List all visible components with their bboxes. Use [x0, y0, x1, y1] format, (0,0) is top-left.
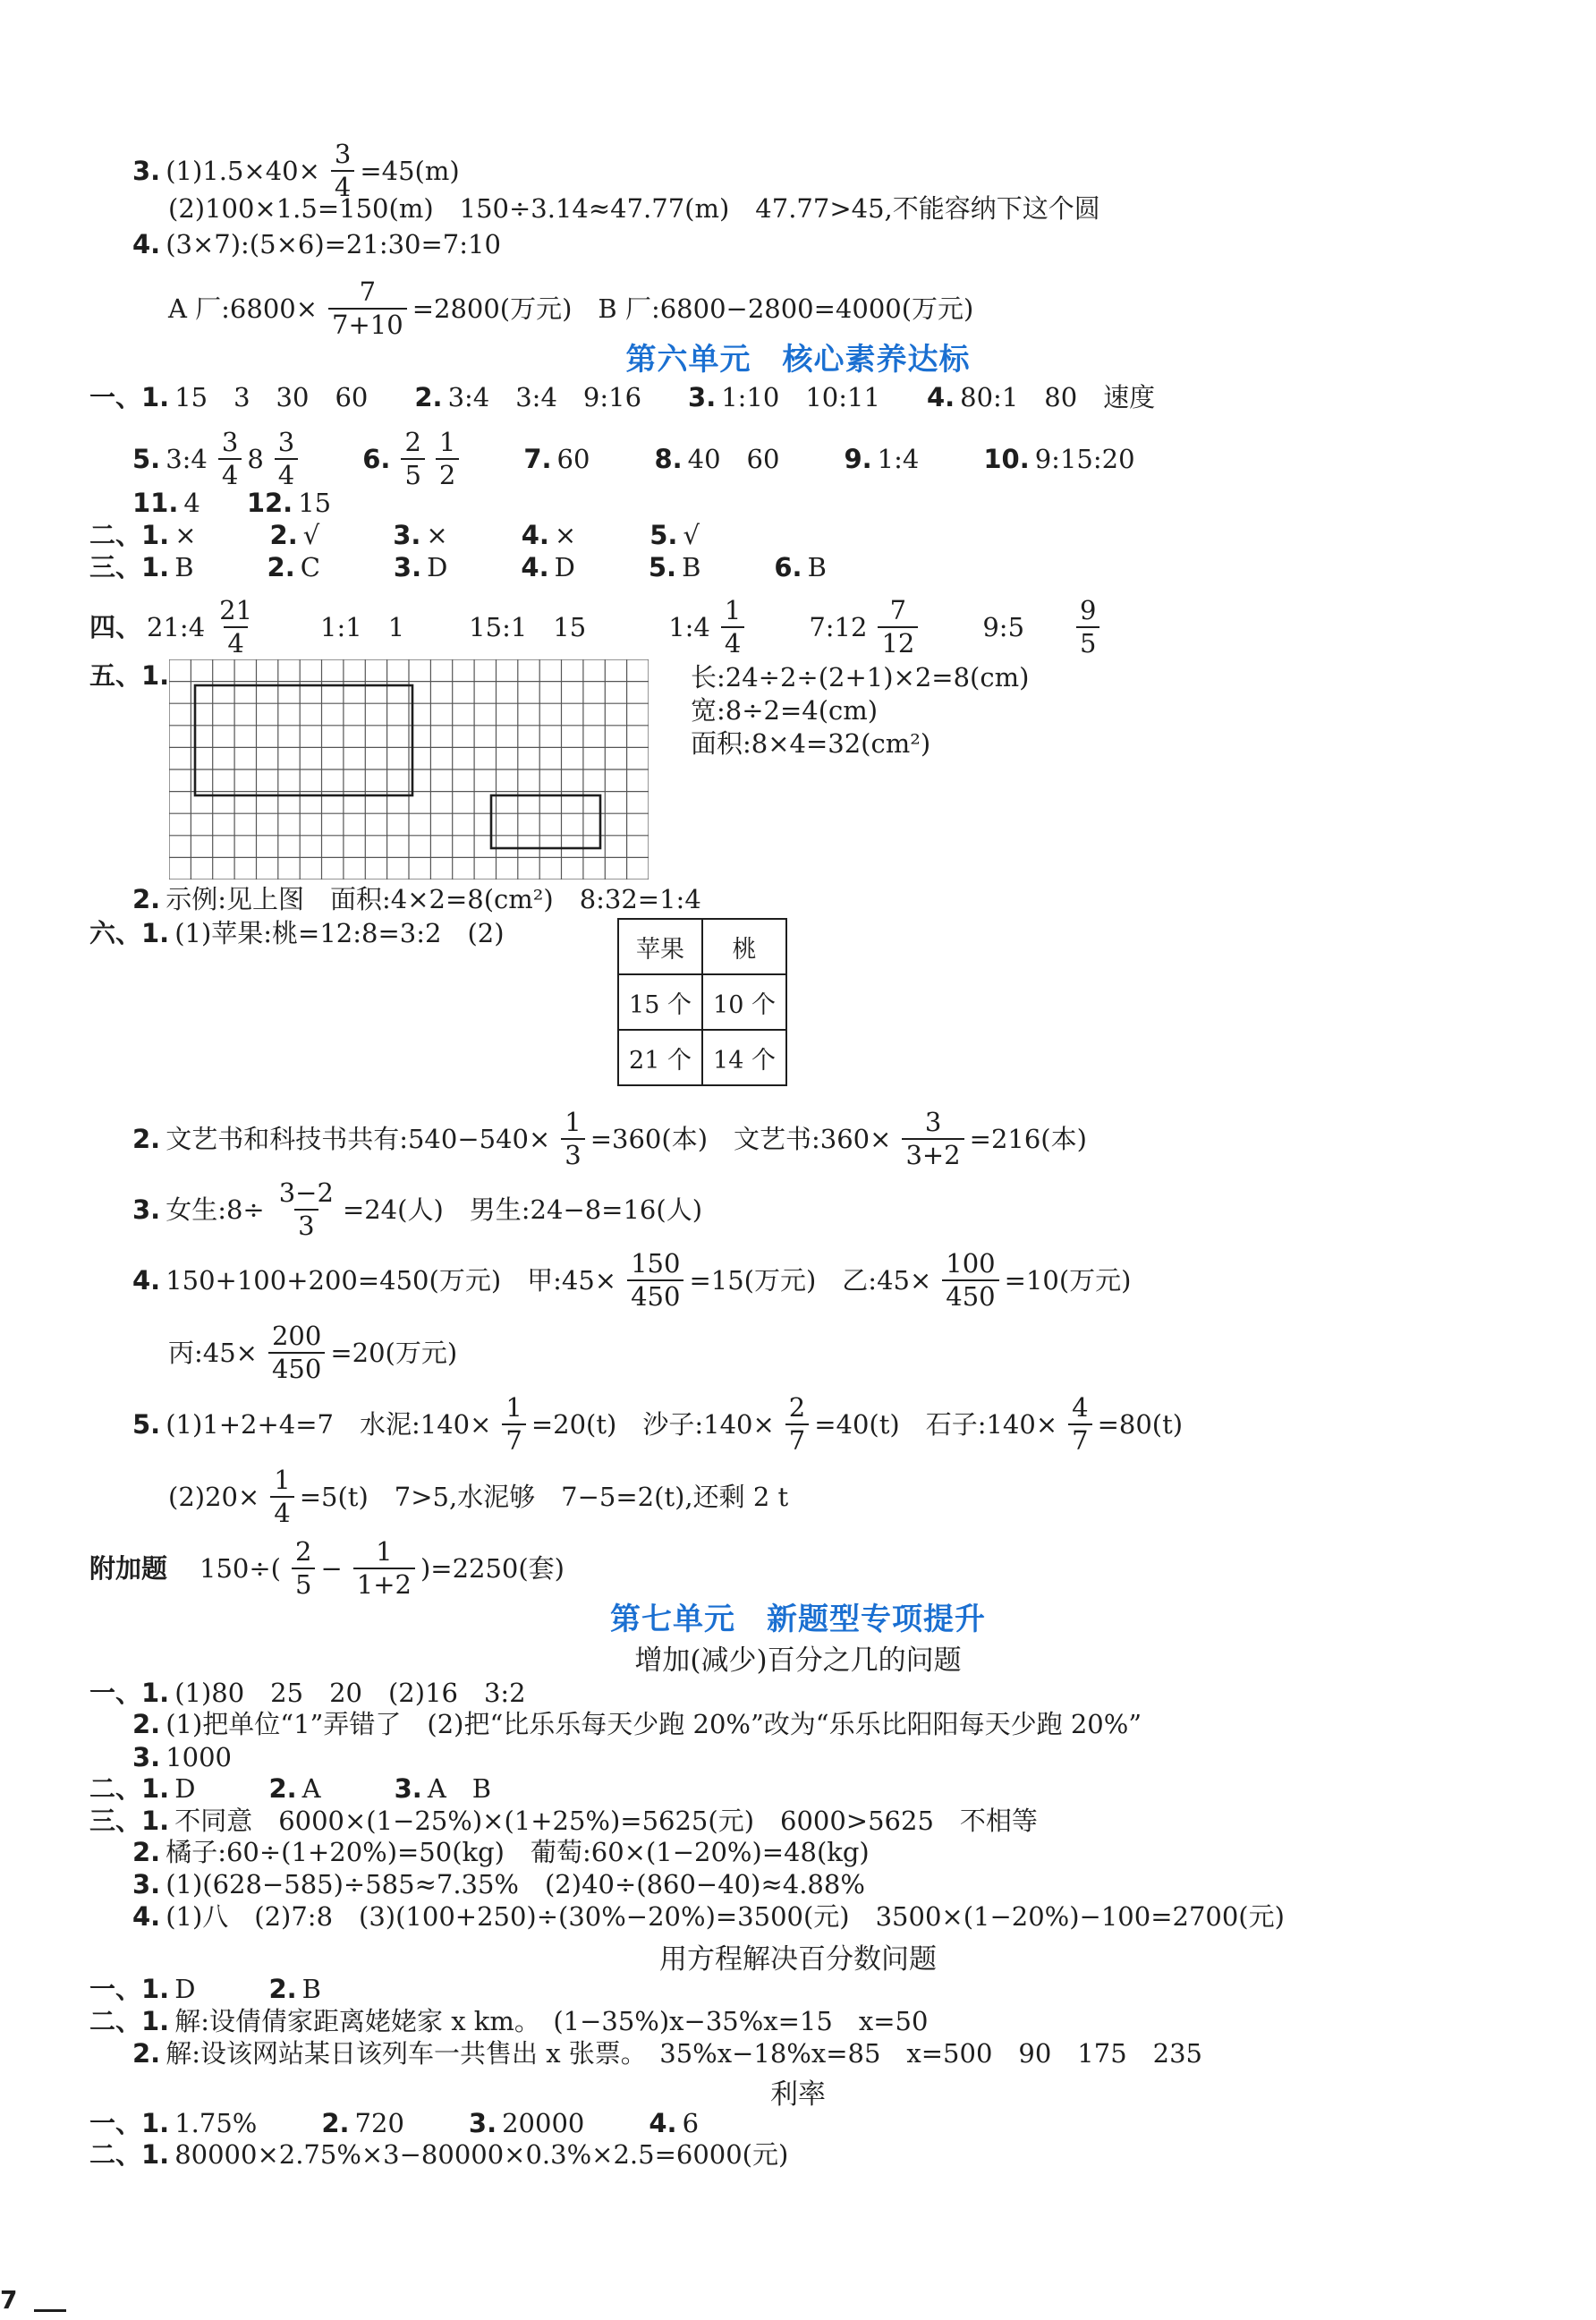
- question-number: 4.: [132, 229, 161, 259]
- answer-line: 一、1. (1)80 25 20 (2)16 3:2: [89, 1678, 526, 1708]
- answer-text: (2)100×1.5=150(m) 150÷3.14≈47.77(m) 47.77>45,不能容纳下这个圆: [168, 193, 1100, 224]
- answer-line: 一、1. 1.75% 2. 720 3. 20000 4. 6: [89, 2108, 700, 2138]
- answer-line: 3. (1)(628−585)÷585≈7.35% (2)40÷(860−40)≈4.88%: [132, 1869, 865, 1899]
- answer-text: =45(m): [360, 156, 460, 186]
- answer-line: 三、1. B 2. C 3. D 4. D 5. B 6. B: [89, 552, 827, 582]
- answer-line: 2. 橘子:60÷(1+20%)=50(kg) 葡萄:60×(1−20%)=48(kg): [132, 1837, 870, 1867]
- answer-line: 五、1.: [89, 660, 170, 691]
- answer-line: 三、1. 不同意 6000×(1−25%)×(1+25%)=5625(元) 6000>5625 不相等: [89, 1806, 1038, 1836]
- answer-text: A 厂:6800×: [168, 293, 318, 324]
- subsection-title: 利率: [770, 2078, 826, 2111]
- ratio-table: 苹果 桃 15 个 10 个 21 个 14 个: [617, 918, 787, 1086]
- answer-line: 二、1. 解:设倩倩家距离姥姥家 x km。 (1−35%)x−35%x=15 x=50: [89, 2006, 929, 2036]
- answer-line: 面积:8×4=32(cm²): [691, 728, 931, 759]
- answer-line: 2. 文艺书和科技书共有:540−540× $\frac{1}{3}$ =360(本) 文艺书:360× $\frac{3}{3+2}$ =216(本): [132, 1107, 1087, 1170]
- answer-line: 二、1. D 2. A 3. A B: [89, 1773, 492, 1804]
- answer-line: 一、1. 15 3 30 60 2. 3:4 3:4 9:16 3. 1:10 10:11 4. 80:1 80 速度: [89, 382, 1156, 412]
- answer-line: 3. 1000: [132, 1742, 233, 1772]
- section-title: 第七单元 新题型专项提升: [610, 1602, 986, 1637]
- answer-line: 3. 女生:8÷ $\frac{3-2}{3}$ =24(人) 男生:24−8=16(人): [132, 1177, 703, 1241]
- answer-line: 宽:8÷2=4(cm): [691, 695, 879, 726]
- answer-line: 丙:45× $\frac{200}{450}$ =20(万元): [168, 1321, 458, 1384]
- answer-text: (1)1.5×40×: [166, 156, 320, 186]
- answer-line: 四、 21:4 21 4 1:1 1 15:1 15 1:4 1 4 7:12 7 12 9:5 9 5: [89, 598, 1105, 657]
- answer-line: [132, 226, 506, 262]
- answer-line: 2. (1)把单位“1”弄错了 (2)把“比乐乐每天少跑 20%”改为“乐乐比阳阳每天少跑 20%”: [132, 1709, 1142, 1739]
- grid-figure: [169, 659, 649, 880]
- small-rectangle: [491, 795, 600, 848]
- answer-line: 4. (1)八 (2)7:8 (3)(100+250)÷(30%−20%)=3500(元) 3500×(1−20%)−100=2700(元): [132, 1901, 1285, 1932]
- subsection-title: 用方程解决百分数问题: [659, 1943, 937, 1976]
- answer-line: 5. (1)1+2+4=7 水泥:140× $\frac{1}{7}$ =20(t) 沙子:140× $\frac{2}{7}$ =40(t) 石子:140× $\frac{4}{7}$ =80(t): [132, 1392, 1184, 1456]
- section-title: 第六单元 核心素养达标: [625, 342, 971, 378]
- answer-line: [168, 191, 1106, 226]
- answer-text: (3×7):(5×6)=21:30=7:10: [166, 229, 501, 259]
- large-rectangle: [195, 685, 412, 795]
- answer-line: [168, 276, 979, 340]
- answer-line: 二、1. 80000×2.75%×3−80000×0.3%×2.5=6000(元): [89, 2139, 789, 2170]
- answer-line: 二、1. × 2. √ 3. × 4. × 5. √: [89, 520, 700, 550]
- answer-line: 4. 150+100+200=450(万元) 甲:45× $\frac{150}{450}$ =15(万元) 乙:45× $\frac{100}{450}$ =10(万元): [132, 1248, 1132, 1312]
- answer-line: 附加题 150÷( 2 5 − $\frac{1}{1+2}$ )=2250(套): [89, 1536, 565, 1600]
- answer-line: 长:24÷2÷(2+1)×2=8(cm): [691, 662, 1030, 693]
- subsection-title: 增加(减少)百分之几的问题: [634, 1644, 962, 1677]
- answer-line: 2. 示例:见上图 面积:4×2=8(cm²) 8:32=1:4: [132, 884, 701, 914]
- fraction: $\frac{3}{4}$: [331, 141, 354, 200]
- page-mark-rule: [34, 2309, 66, 2312]
- answer-text: =2800(万元) B 厂:6800−2800=4000(万元): [412, 293, 974, 324]
- answer-line: 11. 4 12. 15: [132, 488, 332, 518]
- answer-line: 六、1. (1)苹果:桃=12:8=3:2 (2): [89, 918, 505, 948]
- answer-line: 5. 3:4 3 4 8 3 4 6. 2 5 1 2 7. 60 8. 40 60 9. 1:4 10. 9:15:20: [132, 427, 1135, 490]
- question-number: 3.: [132, 156, 161, 186]
- answer-line: 一、1. D 2. B: [89, 1974, 321, 2004]
- fraction: $\frac{7}{7+10}$: [328, 279, 407, 338]
- answer-line: (2)20× $\frac{1}{4}$ =5(t) 7>5,水泥够 7−5=2(t),还剩 2 t: [168, 1465, 789, 1528]
- answer-line: 2. 解:设该网站某日该列车一共售出 x 张票。 35%x−18%x=85 x=500 90 175 235: [132, 2038, 1203, 2069]
